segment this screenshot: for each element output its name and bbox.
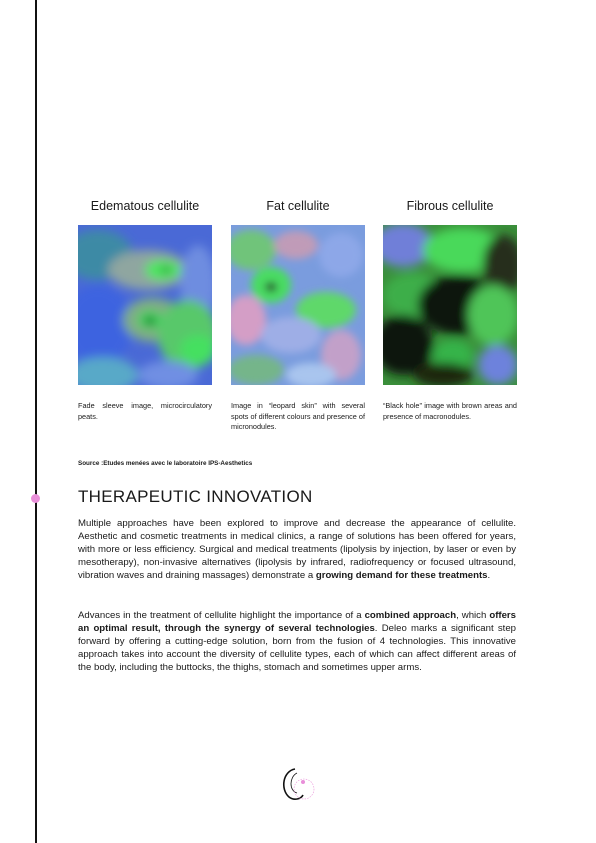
paragraph-approaches [78,517,516,582]
paragraph-emphasis: growing demand for these treatments [315,570,488,582]
paragraph-emphasis: offers an optimal result, through the synergy of several technologies [78,610,516,635]
thermo-card-fat [231,198,365,433]
thermo-title: Fibrous cellulite [406,199,494,213]
thermo-caption: “Black hole” image with brown areas and presence of macronodules. [383,401,517,421]
thermo-caption: Fade sleeve image, microcirculatory peats. [78,401,212,421]
thermo-image-fat [231,225,365,385]
thermo-card-edematous [78,198,212,422]
thermo-title: Fat cellulite [266,199,330,213]
paragraph-text: . [487,570,491,582]
paragraph-text: Multiple approaches have been explored to improve and decrease the appearance of cellulite. Aesthetic and cosmetic treatments in medical clinics, a range of solutions has been offered for years, with more or less efficiency. Surgical and medical treatments (lipolysis by injection, by laser or even by mesotherapy), non-invasive alternatives (lipolysis by infrared, radiofrequency or focused ultrasound, vibration waves and draining massages) demonstrate a [78,518,516,582]
source-note: Source :Etudes menées avec le laboratoire IPS-Aesthetics [78,460,253,467]
section-heading: THERAPEUTIC INNOVATION [78,487,313,506]
thermo-card-fibrous [383,198,517,422]
section-marker-dot [31,494,40,503]
paragraph-text: , which [456,610,490,621]
brand-monogram-icon [275,765,321,805]
paragraph-text: . Deleo marks a significant step forward by offering a cutting-edge solution, born from the fusion of 4 technologies. This innovative approach takes into account the diversity of cellulite types, each of which can affect different areas of the body, including the buttocks, the thighs, stomach and sometimes upper arms. [78,623,517,674]
paragraph-emphasis: combined approach [364,610,457,621]
thermo-image-edematous [78,225,212,385]
thermo-image-fibrous [383,225,517,385]
paragraph-text: Advances in the treatment of cellulite highlight the importance of a [78,610,365,621]
thermo-title: Edematous cellulite [90,199,200,213]
paragraph-advances [78,609,516,674]
thermo-caption: Image in “leopard skin” with several spots of different colours and presence of micronodules. [231,401,365,431]
margin-rule [35,0,37,843]
